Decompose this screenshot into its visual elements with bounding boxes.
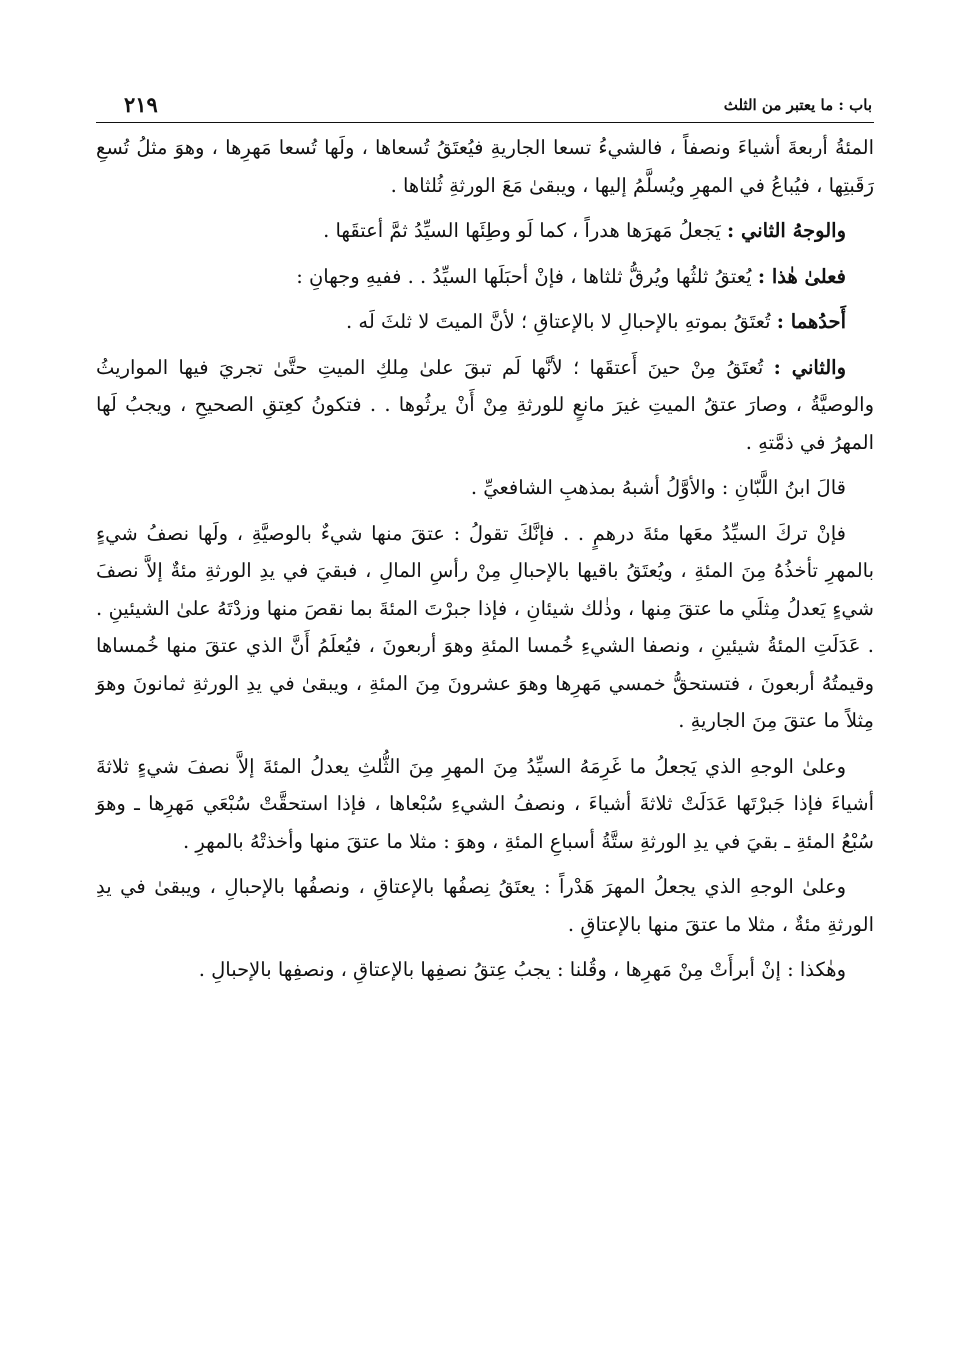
paragraph (96, 303, 874, 341)
page-number: ٢١٩ (124, 92, 158, 117)
running-head: باب : ما يعتبر من الثلث (723, 96, 872, 114)
paragraph-text: وهٰكذا : إنْ أبرأَتْ مِنْ مَهرِها ، وقُلنا : يجبُ عِتقُ نصفِها بالإعتاقِ ، ونصفِها بالإحبالِ . (198, 958, 846, 981)
paragraph-text: تُعتَقُ مِنْ حينَ أَعتقَها ؛ لأنَّها لَم تبقَ علىٰ مِلكِ الميتِ حتَّىٰ تجريَ فيها المواريثُ والوصيَّةُ ، وصارَ عتقُ الميتِ غيرَ مانعٍ للورثةِ مِنْ أَنْ يرثُوها . . فتكونُ كعِتقِ الصحيحِ ، ويجبُ لَها المهرُ في ذمَّتهِ . (96, 355, 874, 454)
paragraph-text: يُعتقُ ثلثُها ويُرقُّ ثلثاها ، فإنْ أحبَلَها السيِّدُ . . ففيهِ وجهانِ : (296, 264, 758, 288)
paragraph-text: المئةُ أربعةَ أشياءَ ونصفاً ، فالشيءُ تسعا الجاريةِ فيُعتَقُ تُسعاها ، ولَها تُسعا مَهرِها ، وهوَ مثلُ تُسعِ رَقَبتِها ، فيُباعُ في المهرِ ويُسلَّمُ إليها ، ويبقىٰ مَعَ الورثةِ ثُلثاها . (96, 136, 874, 197)
page-header (96, 88, 874, 123)
paragraph-text: يَجعلُ مَهرَها هدراً ، كما لَو وطِئَها السيِّدُ ثمَّ أعتقَها . (323, 219, 727, 242)
paragraph-text: فإنْ تركَ السيِّدُ معَها مئةَ درهمٍ . . فإنَّكَ تقولُ : عتقَ منها شيءٌ بالوصيَّةِ ، ولَها نصفُ شيءٍ بالمهرِ تأخذُهُ مِنَ المئةِ ، ويُعتَقُ باقيها بالإحبالِ مِنْ رأسِ المالِ ، فبقيَ في يدِ الورثةِ مئةٌ إلاَّ نصفَ شيءٍ يَعدلُ مِثلَي ما عتقَ مِنها ، وذٰلك شيئانِ ، فإذا جبرْتَ المئةَ بما نقصَ منها وزدْتَهُ علىٰ الشيئينِ . . عَدَلَتِ المئةُ شيئينِ ، ونصفا الشيءِ خُمسا المئةِ وهوَ أربعونَ ، فيُعلَمُ أَنَّ الذي عتقَ منها خُمساها وقيمتُهُ أربعونَ ، فتستحقُّ خمسي مَهرِها وهوَ عشرونَ مِنَ المئةِ ، ويبقىٰ في يدِ الورثةِ ثمانونَ وهوَ مِثلاً ما عتقَ مِنَ الجاريةِ . (96, 521, 874, 732)
paragraph (96, 129, 874, 204)
paragraph-lead: والوجهُ الثاني : (727, 219, 846, 242)
paragraph (96, 515, 874, 740)
paragraph-text: قالَ ابنُ اللَّبّانِ : والأوَّلُ أشبهُ بمذهبِ الشافعيِّ . (470, 476, 846, 499)
paragraph-text: وعلىٰ الوجهِ الذي يَجعلُ ما غَرِمَهُ السيِّدُ مِنَ المهرِ مِنَ الثُّلثِ يعدلُ المئةَ إلاَّ نصفَ شيءٍ ثلاثةَ أشياءَ فإذا جَبرْتَها عَدَلَتْ ثلاثةَ أشياءَ ، ونصفُ الشيءِ سُبْعاها ، فإذا استحقَّتْ سُبْعَي مَهرِها ـ وهوَ سُبْعُ المئةِ ـ بقيَ في يدِ الورثةِ ستَّةُ أسباعِ المئةِ ، وهوَ : مثلا ما عتقَ منها وأخذتْهُ بالمهرِ . (96, 754, 874, 853)
paragraph-text: تُعتَقُ بموتهِ بالإحبالِ لا بالإعتاقِ ؛ لأنَّ الميتَ لا ثلثَ لَه . (345, 310, 777, 333)
paragraph (96, 212, 874, 250)
paragraph (96, 868, 874, 943)
paragraph-text: وعلىٰ الوجهِ الذي يجعلُ المهرَ هَدْراً : يعتَقُ نِصفُها بالإعتاقِ ، ونصفُها بالإحبالِ ، ويبقىٰ في يدِ الورثةِ مئةٌ ، مثلا ما عتقَ منها بالإعتاقِ . (96, 875, 874, 936)
paragraph-lead: فعلىٰ هٰذا : (757, 264, 846, 288)
paragraph (96, 748, 874, 861)
paragraph-lead: أَحدُهما : (776, 310, 846, 333)
page-body (96, 123, 874, 989)
book-page (96, 88, 874, 997)
paragraph (96, 469, 874, 507)
paragraph (96, 258, 874, 296)
paragraph (96, 349, 874, 462)
paragraph-lead: والثاني : (773, 355, 846, 379)
paragraph (96, 951, 874, 989)
